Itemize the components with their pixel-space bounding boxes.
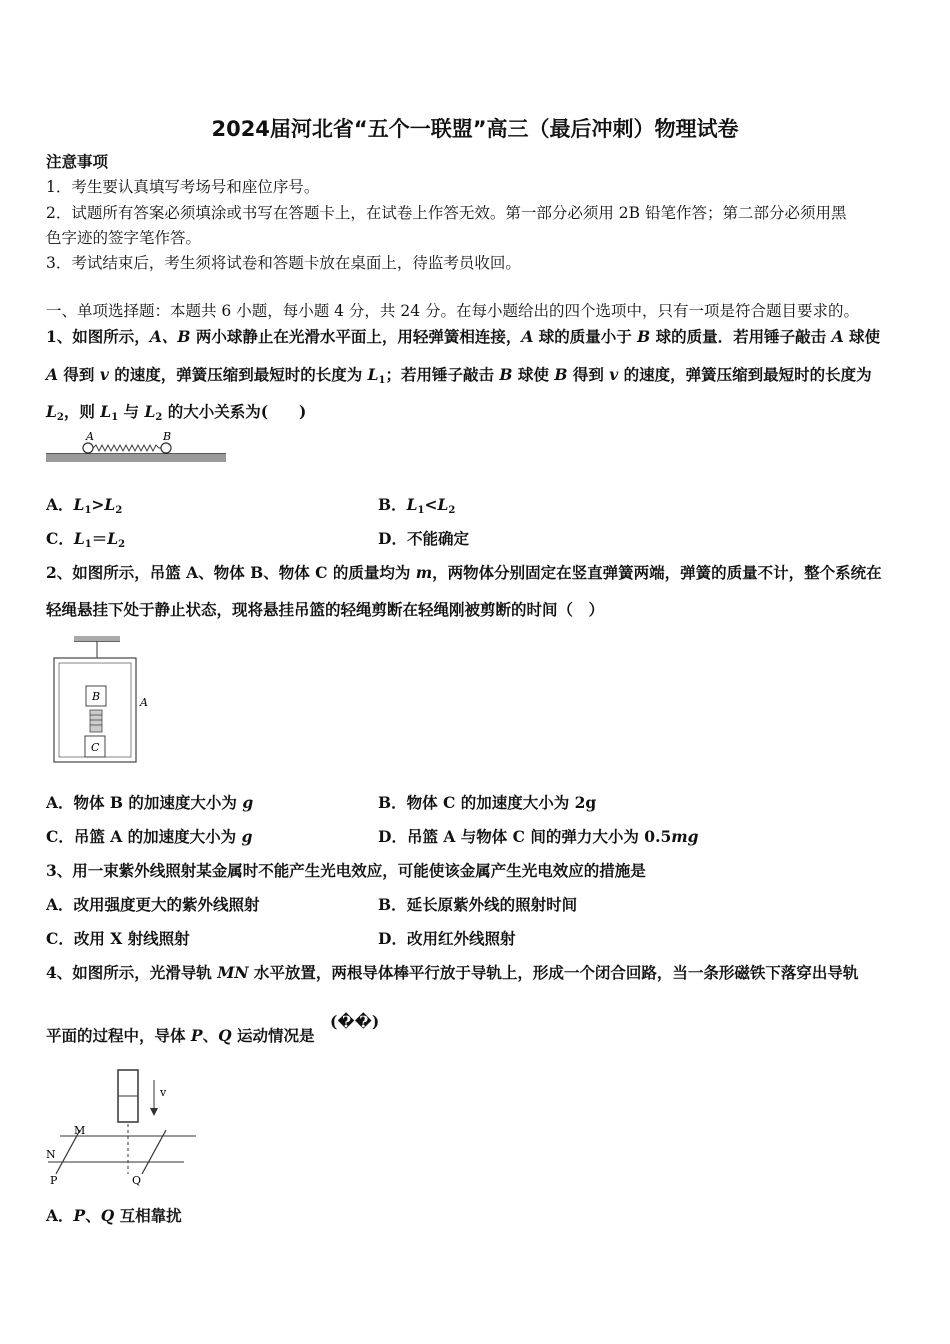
section-heading: 一、单项选择题：本题共 6 小题，每小题 4 分，共 24 分。在每小题给出的四个选项中，只有一项是符合题目要求的。 (46, 302, 860, 320)
q4-figure-magnet-rails (44, 1068, 204, 1186)
q2-stem-line1: 2、如图所示，吊篮 A、物体 B、物体 C 的质量均为 m，两物体分别固定在竖直弹簧两端，弹簧的质量不计，整个系统在 (46, 563, 882, 582)
q4-stem-line1: 4、如图所示，光滑导轨 MN 水平放置，两根导体棒平行放于导轨上，形成一个闭合回路，当一条形磁铁下落穿出导轨 (46, 963, 859, 982)
figure-label: N (46, 1148, 56, 1161)
q1-figure-spring-balls (44, 428, 230, 468)
q3-option-b[interactable]: B．延长原紫外线的照射时间 (378, 895, 578, 914)
figure-label: C (91, 741, 100, 754)
ceiling-hatch (74, 636, 120, 641)
q1-option-d[interactable]: D．不能确定 (378, 529, 469, 548)
figure-label: B (163, 430, 172, 443)
q3-option-c[interactable]: C．改用 X 射线照射 (46, 929, 190, 948)
q2-option-a[interactable]: A．物体 B 的加速度大小为 g (46, 793, 254, 812)
q4-answer-paren: (��) (330, 1012, 380, 1031)
figure-label: B (92, 690, 101, 703)
q1-stem-line2: A 得到 v 的速度，弹簧压缩到最短时的长度为 $L_1$；若用锤子敲击 B 球使 B 得到 v 的速度，弹簧压缩到最短时的长度为 (46, 365, 872, 386)
notice-heading: 注意事项 (46, 152, 109, 171)
notice-item: 色字迹的签字笔作答。 (46, 229, 202, 247)
q1-option-a[interactable]: A．$L_1>L_2$ (46, 495, 123, 516)
q2-figure-basket (50, 636, 160, 766)
spring (93, 445, 161, 451)
q2-option-c[interactable]: C．吊篮 A 的加速度大小为 g (46, 827, 253, 846)
q3-stem: 3、用一束紫外线照射某金属时不能产生光电效应，可能使该金属产生光电效应的措施是 (46, 861, 646, 880)
q4-stem-line2: 平面的过程中，导体 P、Q 运动情况是 (46, 1026, 315, 1045)
figure-label: A (86, 430, 94, 443)
notice-item: 3．考试结束后，考生须将试卷和答题卡放在桌面上，待监考员收回。 (46, 254, 521, 272)
spring (90, 710, 102, 732)
figure-label: A (140, 696, 148, 709)
q2-stem-line2: 轻绳悬挂下处于静止状态，现将悬挂吊篮的轻绳剪断在轻绳刚被剪断的时间（ ） (46, 600, 605, 619)
q2-option-d[interactable]: D．吊篮 A 与物体 C 间的弹力大小为 0.5mg (378, 827, 699, 846)
q4-option-a[interactable]: A．P、Q 互相靠扰 (46, 1206, 182, 1225)
q2-option-b[interactable]: B．物体 C 的加速度大小为 2g (378, 793, 597, 812)
notice-item: 2．试题所有答案必须填涂或书写在答题卡上，在试卷上作答无效。第一部分必须用 2B 铅笔作答；第二部分必须用黑 (46, 204, 847, 222)
figure-label: P (50, 1174, 58, 1187)
q3-option-d[interactable]: D．改用红外线照射 (378, 929, 516, 948)
q1-stem-line3: $L_2$，则 $L_1$ 与 $L_2$ 的大小关系为( ) (46, 402, 307, 423)
ball-a (83, 443, 93, 453)
velocity-arrowhead (150, 1108, 158, 1116)
figure-label: v (160, 1086, 167, 1099)
rod-q (142, 1130, 166, 1174)
figure-label: Q (132, 1174, 142, 1187)
q1-stem-line1: 1、如图所示，A、B 两小球静止在光滑水平面上，用轻弹簧相连接，A 球的质量小于 B 球的质量．若用锤子敲击 A 球使 (46, 327, 881, 346)
q1-option-c[interactable]: C．$L_1=L_2$ (46, 529, 126, 550)
figure-label: M (74, 1124, 86, 1137)
q3-option-a[interactable]: A．改用强度更大的紫外线照射 (46, 895, 260, 914)
q1-option-b[interactable]: B．$L_1<L_2$ (378, 495, 456, 516)
exam-title: 2024届河北省“五个一联盟”高三（最后冲刺）物理试卷 (211, 117, 739, 141)
ball-b (161, 443, 171, 453)
ground-hatch (46, 454, 226, 462)
notice-item: 1．考生要认真填写考场号和座位序号。 (46, 178, 320, 196)
